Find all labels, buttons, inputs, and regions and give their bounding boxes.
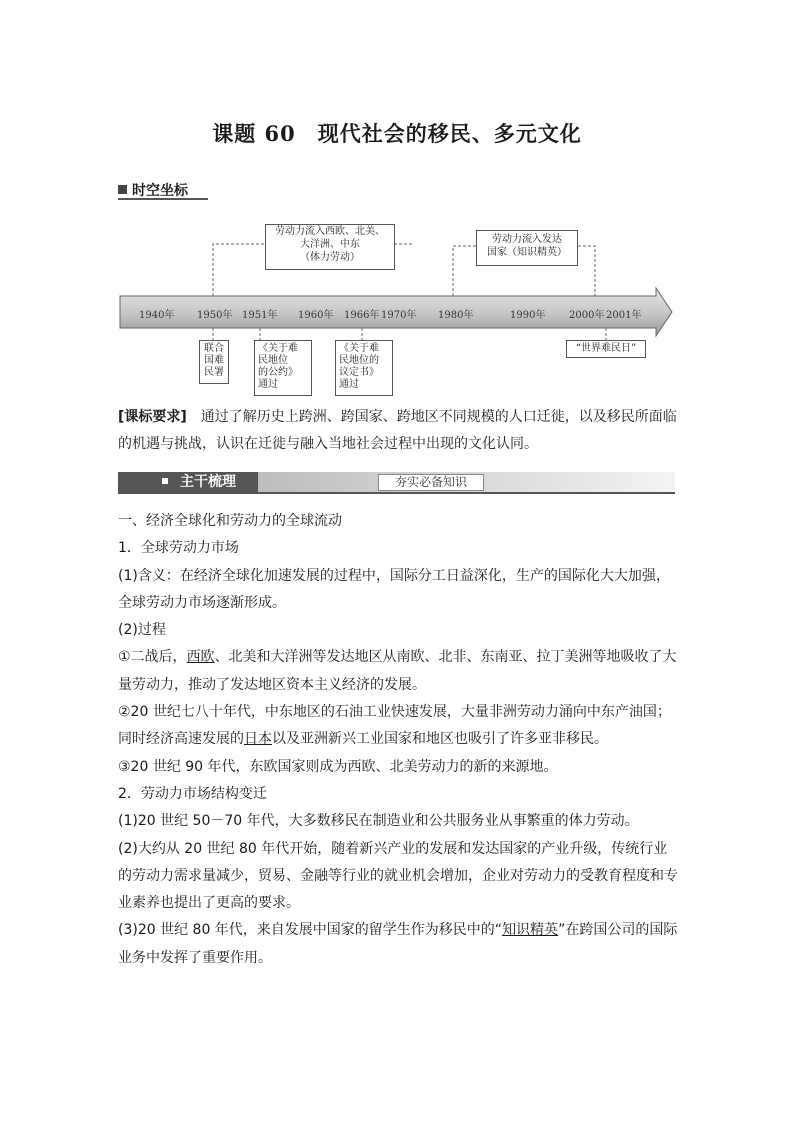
year-label: 1940年 — [139, 310, 175, 321]
banner-underline — [118, 492, 675, 494]
heading-1-2: 2．劳动力市场结构变迁 — [118, 785, 267, 802]
year-label: 1951年 — [242, 310, 278, 321]
paragraph: (1)含义：在经济全球化加速发展的过程中，国际分工日益深化，生产的国际化大大加强，全球劳动力市场逐渐形成。 — [118, 567, 670, 611]
main-content — [118, 508, 678, 972]
box-line: 《关于难 — [339, 343, 379, 354]
paragraph — [118, 917, 678, 972]
requirement-text: 通过了解历史上跨洲、跨国家、跨地区不同规模的人口迁徙，以及移民所面临的机遇与挑战，认识在迁徙与融入当地社会过程中出现的文化认同。 — [118, 409, 677, 452]
year-label: 1960年 — [298, 310, 334, 321]
text: 、北美和大洋洲等发达地区从南欧、北非、东南亚、拉丁美洲等地吸收了大量劳动力，推动了发达地区资本主义经济的发展。 — [118, 649, 677, 693]
timeline-graphic — [0, 0, 794, 400]
year-label: 2001年 — [606, 310, 642, 321]
year-label: 1966年 — [344, 310, 380, 321]
box-line: （体力劳动） — [300, 252, 360, 263]
box-line: 劳动力流入西欧、北美、 — [275, 226, 385, 237]
timeline-box-physical-labor — [265, 224, 395, 270]
square-bullet-icon — [162, 478, 168, 484]
section-banner — [118, 472, 675, 494]
timeline-box-unhcr — [199, 340, 229, 384]
box-line: 劳动力流入发达 — [492, 234, 562, 245]
banner-tag: 夯实必备知识 — [378, 474, 484, 491]
paragraph — [118, 644, 678, 699]
section-label: 时空坐标 — [132, 183, 188, 199]
text: ”在跨国公司的国际业务中发挥了重要作用。 — [118, 922, 678, 966]
heading-1-1: 1．全球劳动力市场 — [118, 540, 239, 557]
timeline-box-refugee-convention — [254, 340, 312, 396]
year-label: 1990年 — [510, 310, 546, 321]
box-line: 国难 — [204, 355, 224, 366]
paragraph: (2)过程 — [118, 622, 166, 639]
underlined-text: 日本 — [244, 731, 272, 748]
heading-1: 一、经济全球化和劳动力的全球流动 — [118, 513, 342, 529]
paragraph: (1)20 世纪 50－70 年代，大多数移民在制造业和公共服务业从事繁重的体力劳动。 — [118, 813, 639, 830]
text: 以及亚洲新兴工业国家和地区也吸引了许多亚非移民。 — [272, 731, 608, 748]
box-line: 民地位的 — [339, 355, 379, 366]
underlined-text: 知识精英 — [502, 922, 559, 939]
connector-1980 — [453, 246, 476, 296]
text: (3)20 世纪 80 年代，来自发展中国家的留学生作为移民中的“ — [118, 922, 503, 939]
text: ②20 世纪七八十年代，中东地区的石油工业快速发展，大量非洲劳动力涌向中东产油国；同时经济高速发展的 — [118, 704, 671, 748]
year-label: 1970年 — [381, 310, 417, 321]
banner-title-block — [118, 472, 258, 492]
curriculum-requirement — [118, 404, 678, 458]
paragraph: ③20 世纪 90 年代，东欧国家则成为西欧、北美劳动力的新的来源地。 — [118, 758, 558, 775]
timeline-box-refugee-protocol — [335, 340, 393, 396]
connector-2000 — [578, 246, 595, 296]
paragraph: (2)大约从 20 世纪 80 年代开始，随着新兴产业的发展和发达国家的产业升级，传统行业的劳动力需求量减少，贸易、金融等行业的就业机会增加，企业对劳动力的受教育程度和专业素养也提出了更高的要求。 — [118, 840, 678, 912]
box-line: 的公约》 — [258, 367, 298, 378]
paragraph — [118, 699, 678, 754]
box-line: 《关于难 — [258, 343, 298, 354]
timeline-box-knowledge-elite — [476, 230, 578, 266]
year-label: 2000年 — [569, 310, 605, 321]
box-line: 民署 — [204, 367, 224, 378]
timeline-box-world-refugee-day: “世界难民日” — [566, 340, 646, 358]
year-label: 1950年 — [197, 310, 233, 321]
underlined-text: 西欧 — [186, 649, 215, 666]
text: ①二战后， — [118, 649, 187, 666]
requirement-label: [课标要求] — [118, 409, 187, 425]
box-line: 国家（知识精英） — [487, 247, 567, 258]
banner-title: 主干梳理 — [180, 474, 236, 490]
connector-1950 — [213, 244, 265, 296]
year-label: 1980年 — [438, 310, 474, 321]
box-line: 联合 — [204, 343, 224, 354]
box-line: 议定书》 — [339, 367, 379, 378]
box-line: 大洋洲、中东 — [300, 239, 360, 250]
box-line: 通过 — [339, 379, 359, 390]
box-line: 通过 — [258, 379, 278, 390]
page-title: 课题 60 现代社会的移民、多元文化 — [212, 121, 582, 146]
box-line: 民地位 — [258, 355, 288, 366]
